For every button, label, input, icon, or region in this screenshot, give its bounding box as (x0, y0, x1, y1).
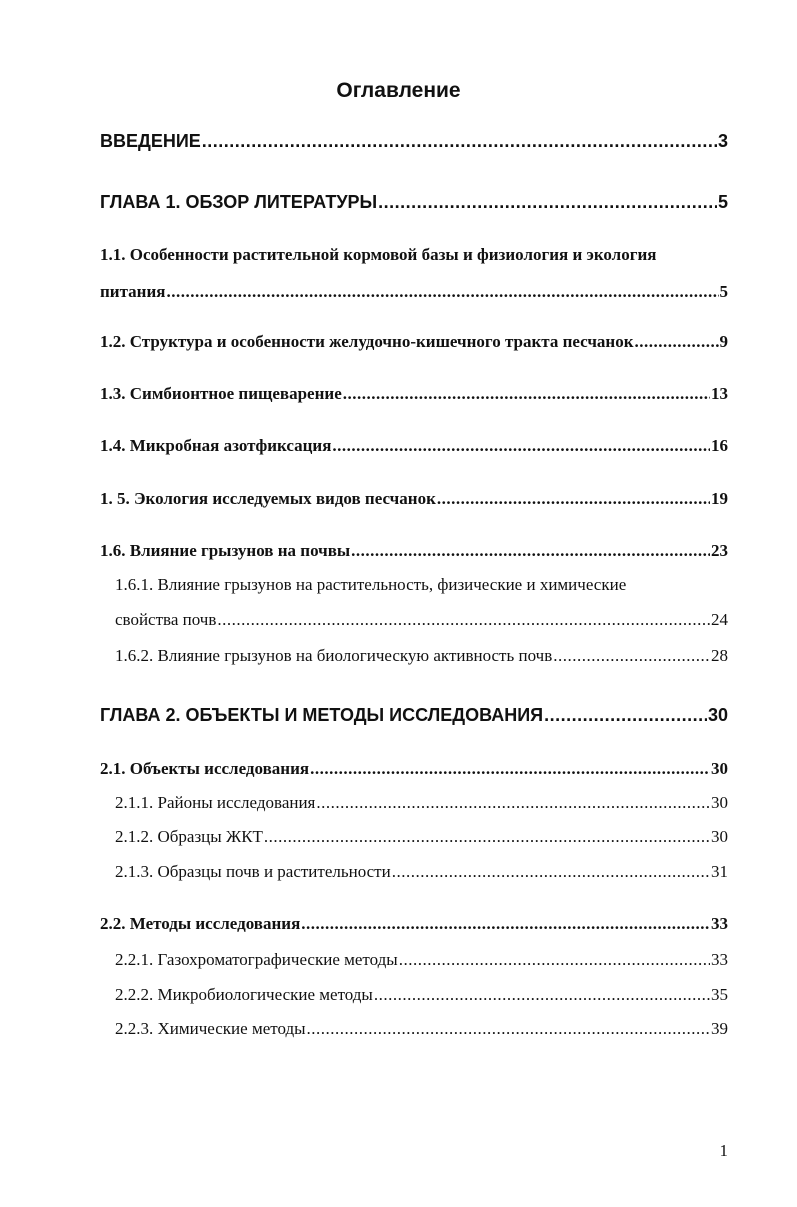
toc-label: 2.1.3. Образцы почв и растительности (115, 862, 391, 881)
dot-leader (310, 759, 710, 779)
toc-label: питания (100, 282, 166, 301)
dot-leader (635, 332, 719, 352)
dot-leader (351, 541, 710, 561)
dot-leader (316, 793, 710, 813)
toc-label: 2.2.2. Микробиологические методы (115, 985, 373, 1004)
dot-leader (202, 131, 717, 152)
toc-entry-2-2 (100, 914, 728, 934)
toc-page-number: 13 (711, 384, 728, 403)
toc-label: 1.4. Микробная азотфиксация (100, 436, 332, 455)
toc-label: 2.2.1. Газохроматографические методы (115, 950, 398, 969)
toc-page-number: 5 (719, 282, 728, 301)
toc-entry-chapter-1 (100, 192, 728, 213)
dot-leader (307, 1019, 710, 1039)
toc-entry-1-2 (100, 332, 728, 352)
toc-page-number: 28 (711, 646, 728, 665)
toc-entry-2-1-3 (115, 862, 728, 882)
toc-label: 1. 5. Экология исследуемых видов песчанок (100, 489, 436, 508)
page-number: 1 (719, 1141, 728, 1160)
toc-entry-1-1 (100, 282, 728, 302)
toc-label: 2.1.2. Образцы ЖКТ (115, 827, 263, 846)
toc-entry-2-1-2 (115, 827, 728, 847)
toc-entry-2-2-3 (115, 1019, 728, 1039)
dot-leader (378, 192, 717, 213)
dot-leader (301, 914, 710, 934)
toc-entry-1-5 (100, 489, 728, 509)
dot-leader (166, 282, 718, 302)
toc-label: 2.1. Объекты исследования (100, 759, 310, 778)
dot-leader (264, 827, 710, 847)
toc-page-number: 3 (717, 131, 728, 151)
toc-entry-2-1 (100, 759, 728, 779)
toc-entry-1-4 (100, 436, 728, 456)
toc-page-number: 31 (711, 862, 728, 881)
toc-entry-chapter-2 (100, 705, 728, 726)
toc-entry-intro (100, 131, 728, 152)
dot-leader (392, 862, 710, 882)
dot-leader (217, 610, 710, 630)
dot-leader (544, 705, 707, 726)
toc-label: 1.6. Влияние грызунов на почвы (100, 541, 351, 560)
toc-page-number: 19 (711, 489, 728, 508)
dot-leader (399, 950, 710, 970)
toc-page-number: 9 (719, 332, 728, 351)
toc-page-number: 24 (711, 610, 728, 629)
toc-page-number: 30 (707, 705, 728, 725)
toc-page-number: 16 (711, 436, 728, 455)
dot-leader (553, 646, 710, 666)
toc-label: ГЛАВА 2. ОБЪЕКТЫ И МЕТОДЫ ИССЛЕДОВАНИЯ (100, 705, 544, 725)
toc-label: свойства почв (115, 610, 217, 629)
toc-page-number: 30 (711, 827, 728, 846)
toc-page-number: 33 (711, 914, 728, 933)
dot-leader (332, 436, 710, 456)
dot-leader (343, 384, 710, 404)
toc-page-number: 5 (717, 192, 728, 212)
page-title: Оглавление (336, 79, 461, 102)
toc-page-number: 30 (711, 793, 728, 812)
toc-entry-1-3 (100, 384, 728, 404)
toc-entry-1-6-1 (115, 610, 728, 630)
toc-page-number: 33 (711, 950, 728, 969)
toc-label: 1.6.2. Влияние грызунов на биологическую активность почв (115, 646, 553, 665)
toc-entry-2-1-1 (115, 793, 728, 813)
toc-label: ВВЕДЕНИЕ (100, 131, 201, 151)
toc-label: 2.1.1. Районы исследования (115, 793, 316, 812)
toc-entry-2-2-1 (115, 950, 728, 970)
toc-entry-1-1-line1: 1.1. Особенности растительной кормовой базы и физиология и экология (100, 245, 657, 264)
toc-entry-1-6-2 (115, 646, 728, 666)
dot-leader (437, 489, 710, 509)
toc-entry-1-6 (100, 541, 728, 561)
toc-page-number: 30 (711, 759, 728, 778)
toc-label: ГЛАВА 1. ОБЗОР ЛИТЕРАТУРЫ (100, 192, 378, 212)
toc-entry-2-2-2 (115, 985, 728, 1005)
toc-label: 2.2.3. Химические методы (115, 1019, 306, 1038)
toc-page-number: 23 (711, 541, 728, 560)
toc-label: 1.3. Симбионтное пищеварение (100, 384, 342, 403)
toc-page-number: 39 (711, 1019, 728, 1038)
toc-entry-1-6-1-line1: 1.6.1. Влияние грызунов на растительность, физические и химические (115, 575, 627, 594)
toc-label: 2.2. Методы исследования (100, 914, 301, 933)
toc-label: 1.2. Структура и особенности желудочно-кишечного тракта песчанок (100, 332, 634, 351)
toc-page-number: 35 (711, 985, 728, 1004)
dot-leader (374, 985, 710, 1005)
